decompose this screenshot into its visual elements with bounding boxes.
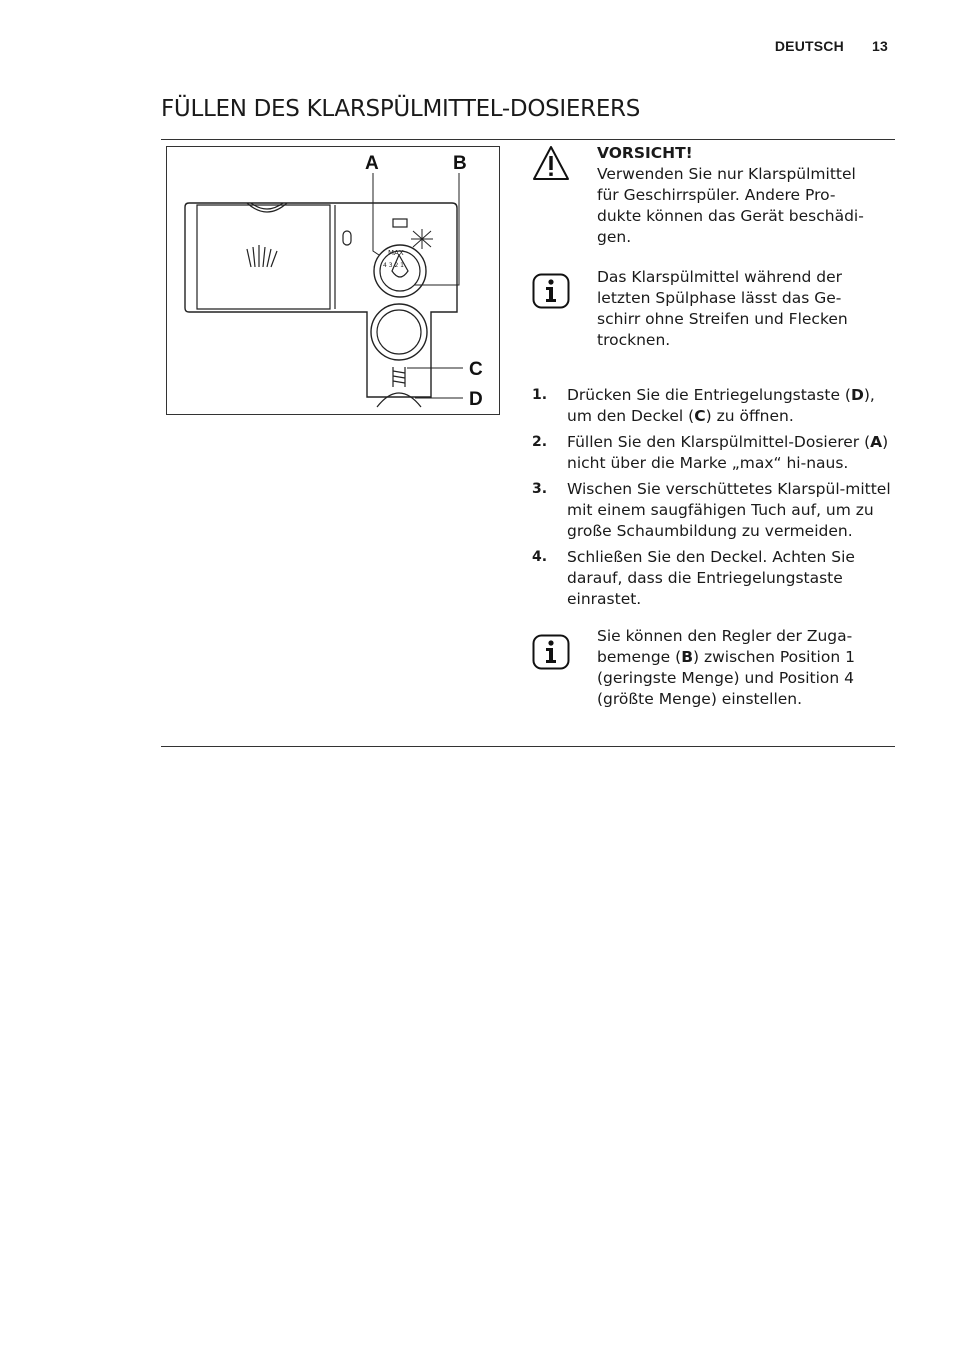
info-icon (532, 273, 570, 315)
caution-line: dukte können das Gerät beschädi- (597, 207, 864, 225)
step-item (532, 432, 892, 474)
step-item (532, 385, 892, 427)
step-text: Wischen Sie verschüttetes Klarspül-mittel mit einem saugfähigen Tuch auf, um zu große Schaumbildung zu vermeiden. (567, 480, 891, 540)
caution-line: gen. (597, 228, 632, 246)
info-text: ) zwischen Position 1 (geringste Menge) und Position 4 (größte Menge) einstellen. (597, 648, 855, 708)
caution-text (597, 143, 892, 248)
header-page-number: 13 (872, 38, 888, 54)
info-icon (532, 634, 570, 676)
dispenser-figure (166, 146, 500, 415)
caution-block (532, 143, 892, 255)
step-text: Schließen Sie den Deckel. Achten Sie darauf, dass die Entriegelungstaste einrastet. (567, 548, 855, 608)
top-rule (161, 139, 895, 140)
step-key: D (850, 386, 864, 404)
header-language: DEUTSCH (774, 38, 844, 54)
page-header (775, 38, 888, 54)
caution-line: Verwenden Sie nur Klarspülmittel (597, 165, 856, 183)
info-line: schirr ohne Streifen und Flecken (597, 310, 848, 328)
instructions-column (532, 143, 892, 710)
section-title: FÜLLEN DES KLARSPÜLMITTEL-DOSIERERS (161, 96, 641, 122)
info-note-1 (532, 267, 892, 373)
step-key: C (694, 407, 706, 425)
step-number: 1. (532, 387, 548, 403)
step-text: Drücken Sie die Entriegelungstaste ( (567, 386, 851, 404)
step-text: ), um den Deckel ( (567, 386, 875, 425)
dispenser-diagram (167, 147, 501, 416)
dial-digits: 4 3 2 1 (383, 262, 404, 269)
info-note-2-text (597, 626, 892, 710)
info-line: Das Klarspülmittel während der (597, 268, 843, 286)
bottom-rule (161, 746, 895, 747)
warning-triangle-icon (532, 145, 570, 187)
step-number: 4. (532, 549, 548, 565)
label-b: B (453, 153, 467, 174)
label-c: C (469, 359, 483, 380)
info-key: B (681, 648, 694, 666)
info-note-1-text (597, 267, 892, 351)
dial-max-text: MAX (388, 249, 404, 257)
info-line: letzten Spülphase lässt das Ge- (597, 289, 842, 307)
step-text: Füllen Sie den Klarspülmittel-Dosierer ( (567, 433, 871, 451)
info-line: trocknen. (597, 331, 671, 349)
steps-list (532, 385, 892, 610)
step-number: 2. (532, 434, 548, 450)
step-key: A (870, 433, 883, 451)
step-text: ) zu öffnen. (705, 407, 794, 425)
label-d: D (469, 389, 483, 410)
caution-line: für Geschirrspüler. Andere Pro- (597, 186, 836, 204)
step-text: ) nicht über die Marke „max“ hi-naus. (567, 433, 889, 472)
label-a: A (365, 153, 379, 174)
info-text: Sie können den Regler der Zuga-bemenge ( (597, 627, 853, 666)
step-number: 3. (532, 481, 548, 497)
caution-heading: VORSICHT! (597, 144, 693, 162)
step-item (532, 479, 892, 542)
info-note-2 (532, 626, 892, 710)
step-item (532, 547, 892, 610)
